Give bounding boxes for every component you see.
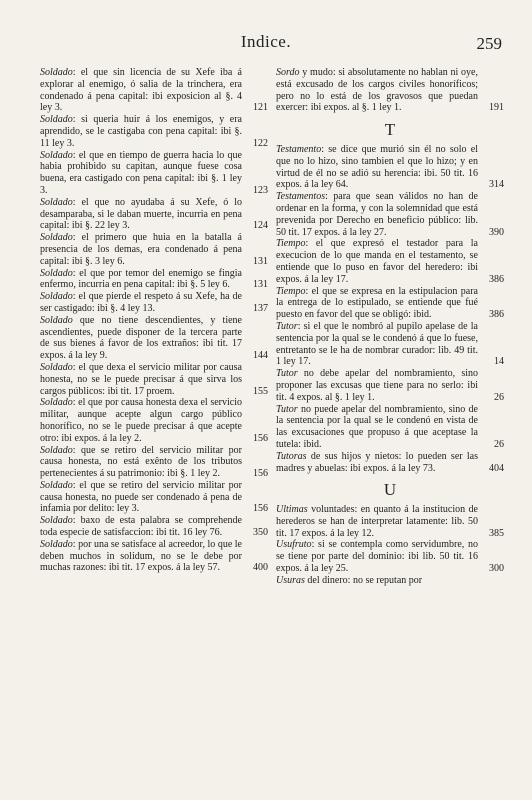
entry-term: Ultimas xyxy=(276,504,308,516)
entry-page-ref: 26 xyxy=(494,438,504,450)
entry-term: Soldado xyxy=(40,479,73,491)
entry-page-ref: 386 xyxy=(489,309,504,321)
entry-term: Tiempo xyxy=(276,285,306,297)
index-entry xyxy=(40,539,268,574)
entry-term: Tiempo xyxy=(276,238,306,250)
entry-page-ref: 191 xyxy=(489,102,504,114)
index-entry xyxy=(40,315,268,362)
entry-text: no puede apelar del nombramiento, sino de la sentencia por la qual se le condenó en vista de las excusaciones que propuso á que aceptase la tutela: ibid. xyxy=(276,403,478,450)
entry-term: Usuras xyxy=(276,574,305,586)
entry-text: : el que sin licencia de su Xefe iba á explorar al enemigo, ó salia de la trinchera, era condenado á pena capital: ibi exposicion al §. 4 ley 3. xyxy=(40,67,242,114)
entry-term: Soldado xyxy=(40,67,73,78)
section-letter-u: U xyxy=(383,480,397,500)
index-entry xyxy=(276,191,504,238)
index-entry xyxy=(40,515,268,539)
entry-page-ref: 156 xyxy=(253,468,268,480)
entry-text: : el que por causa honesta dexa el servicio militar, aunque acepte algun cargo público honorífico, no se le puede precisar á que acepte otro: ibi expos. á la ley 2. xyxy=(40,397,242,444)
entry-page-ref: 131 xyxy=(253,279,268,291)
entry-text: : por una se satisface al acreedor, lo que le deben muchos in solidum, no se le debe por muchas razones: ibi tit. 17 expos. á la ley 57. xyxy=(40,538,242,574)
right-column-u-entries xyxy=(276,504,504,587)
right-column-s-entries xyxy=(276,67,504,114)
section-letter-t: T xyxy=(384,120,396,140)
entry-text: que no tiene descendientes, y tiene ascendientes, puede disponer de la tercera parte de sus bienes á favor de los extraños: ibi tit. 17 expos. á la ley 9. xyxy=(40,314,242,362)
entry-text: de sus hijos y nietos: lo pueden ser las madres y abuelas: ibi expos. á la ley 73. xyxy=(276,450,478,474)
entry-page-ref: 14 xyxy=(494,356,504,368)
index-entry xyxy=(40,291,268,315)
entry-page-ref: 121 xyxy=(253,102,268,114)
entry-text: : que se retiro del servicio militar por causa honesta, no está exênto de los tributos pertenecientes á su patrimonio: ibi §. 1 ley 2. xyxy=(40,444,242,480)
entry-text: no debe apelar del nombramiento, sino proponer las excusas que tiene para no serlo: ibi tit. 4 expos. al §. 1 ley 1. xyxy=(276,368,478,403)
entry-text: : el que expresó el testador para la execucion de lo que manda en el testamento, se entiende que lo puso en favor del heredero: ibi expos. á la ley 17. xyxy=(276,238,478,285)
entry-page-ref: 156 xyxy=(253,503,268,515)
entry-page-ref: 156 xyxy=(253,432,268,444)
index-entry xyxy=(40,362,268,397)
entry-text: : el primero que huia en la batalla á presencia de los demas, era condenado á pena capital: ibi §. 3 ley 6. xyxy=(40,232,242,267)
entry-text: del dinero: no se reputan por xyxy=(304,574,423,586)
index-entry xyxy=(40,150,268,197)
entry-page-ref: 137 xyxy=(253,302,268,314)
entry-page-ref: 26 xyxy=(494,391,504,403)
entry-term: Testamentos xyxy=(276,191,326,203)
entry-term: Tutor xyxy=(276,368,298,380)
entry-term: Sordo xyxy=(276,67,300,78)
entry-term: Usufruto xyxy=(276,539,312,551)
index-entry xyxy=(276,368,504,403)
left-column xyxy=(40,67,268,574)
entry-term: Soldado xyxy=(40,196,73,208)
entry-page-ref: 314 xyxy=(489,179,504,191)
index-entry xyxy=(276,286,504,321)
index-entry xyxy=(40,480,268,515)
index-entry xyxy=(276,67,504,114)
index-entry xyxy=(40,67,268,114)
entry-page-ref: 123 xyxy=(253,184,268,196)
entry-term: Soldado xyxy=(40,444,73,456)
entry-term: Tutor xyxy=(276,320,298,332)
entry-term: Soldado xyxy=(40,361,73,373)
index-entry xyxy=(40,268,268,292)
index-entry xyxy=(40,197,268,232)
entry-text: : baxo de esta palabra se comprehende toda especie de satisfaccion: ibi tit. 16 ley 76. xyxy=(40,515,242,539)
right-column-t-entries xyxy=(276,144,504,474)
entry-text: : el que dexa el servicio militar por causa honesta, no se le puede precisar á que sirva los cargos públicos: ibi tit. 17 proem. xyxy=(40,361,242,397)
index-entry xyxy=(276,539,504,574)
entry-text: : el que no ayudaba á su Xefe, ó lo desamparaba, si le daban muerte, incurria en pena capital: ibi §. 22 ley 3. xyxy=(40,196,242,232)
page-number: 259 xyxy=(476,34,502,53)
entry-term: Soldado xyxy=(40,114,73,126)
running-header-title: Indice. xyxy=(240,32,292,51)
entry-page-ref: 155 xyxy=(253,385,268,397)
index-entry xyxy=(276,144,504,191)
entry-term: Soldado xyxy=(40,291,73,303)
entry-term: Tutor xyxy=(276,403,298,415)
entry-term: Soldado xyxy=(40,515,73,527)
entry-term: Testamento xyxy=(276,143,322,155)
entry-page-ref: 400 xyxy=(253,562,268,574)
index-entry xyxy=(276,238,504,285)
entry-page-ref: 131 xyxy=(253,255,268,267)
index-entry xyxy=(276,321,504,368)
entry-text: : si se contempla como servidumbre, no se tiene por parte del dominio: ibi lib. 50 tit. 16 expos. á la ley 25. xyxy=(276,539,478,575)
entry-text: : el que se retiro del servicio militar por causa honesta, no puede ser condenado á pena de infamia por delito: ley 3. xyxy=(40,479,242,515)
entry-text: : el que por temor del enemigo se fingia enfermo, incurria en pena capital: ibi §. 5 ley 6. xyxy=(40,267,242,291)
entry-term: Tutoras xyxy=(276,450,307,462)
entry-text: : si queria huir á los enemigos, y era aprendido, se le castigaba con pena capital: ibi §. 11 ley 3. xyxy=(40,114,242,149)
index-entry xyxy=(276,575,504,587)
entry-term: Soldado xyxy=(40,232,73,244)
entry-text: voluntades: en quanto á la institucion de herederos se han de interpretar latamente: lib. 50 tit. 17 expos. á la ley 12. xyxy=(276,504,478,539)
entry-page-ref: 144 xyxy=(253,350,268,362)
entry-term: Soldado xyxy=(40,314,73,326)
entry-page-ref: 404 xyxy=(489,462,504,474)
entry-page-ref: 390 xyxy=(489,226,504,238)
entry-term: Soldado xyxy=(40,397,73,409)
entry-term: Soldado xyxy=(40,538,73,550)
entry-term: Soldado xyxy=(40,267,73,279)
index-entry xyxy=(40,232,268,267)
entry-page-ref: 350 xyxy=(253,527,268,539)
index-entry xyxy=(40,114,268,149)
index-entry xyxy=(276,404,504,451)
entry-page-ref: 386 xyxy=(489,273,504,285)
entry-text: : si el que le nombró al pupilo apelase de la sentencia por la qual se le condenó á que lo fuese, entretanto se le ha de nombrar curador: lib. 49 tit. 1 ley 17. xyxy=(276,320,478,368)
index-entry xyxy=(276,451,504,475)
index-entry xyxy=(276,504,504,539)
entry-term: Soldado xyxy=(40,149,73,161)
entry-text: : el que en tiempo de guerra hacia lo que habia prohibido su capitan, aunque fuese cosa buena, era castigado con pena capital: ibi §. 1 ley 3. xyxy=(40,149,242,196)
entry-text: : el que se expresa en la estipulacion para la entrega de lo estipulado, se entiende que fué puesto en favor del que se obligó: ibid. xyxy=(276,285,478,321)
entry-text: : para que sean válidos no han de ordenar en la forma, y con la solemnidad que está prevenida por Derecho en beneficio público: lib. 50 tit. 17 expos. á la ley 27. xyxy=(276,191,478,238)
right-column xyxy=(276,67,504,587)
entry-text: : el que pierde el respeto á su Xefe, ha de ser castigado: ibi §. 4 ley 13. xyxy=(40,291,242,314)
entry-page-ref: 124 xyxy=(253,220,268,232)
entry-text: : se dice que murió sin él no solo el que no lo hizo, sino tambien el que lo hizo; y en virtud de él no se adió su herencia: ibi. 50 tit. 16 expos. á la ley 64. xyxy=(276,143,478,191)
index-entry xyxy=(40,445,268,480)
index-entry xyxy=(40,397,268,444)
entry-text: y mudo: si absolutamente no hablan ni oye, está excusado de los cargos civiles honoríficos; pero no lo está de los gravosos que puedan exercer: ibi expos. al §. 1 ley 1. xyxy=(276,67,478,114)
entry-page-ref: 122 xyxy=(253,137,268,149)
entry-page-ref: 300 xyxy=(489,563,504,575)
entry-page-ref: 385 xyxy=(489,527,504,539)
